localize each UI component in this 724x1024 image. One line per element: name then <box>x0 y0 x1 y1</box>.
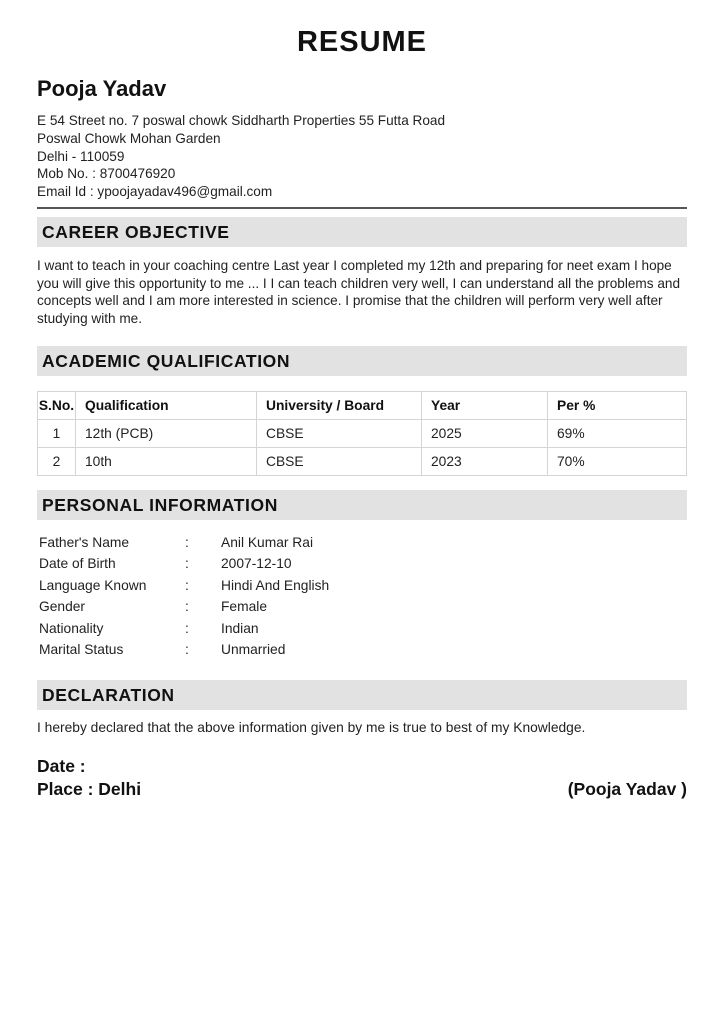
career-objective-text: I want to teach in your coaching centre Last year I completed my 12th and preparing for neet exam I hope you will give this opportunity to me ... I I can teach children very well, I can understand all the problems and concepts well and I am more interested in science. I promise that the children will perform very well after studying with me. <box>37 257 681 327</box>
cell-percentage: 70% <box>548 447 687 475</box>
list-item <box>37 575 687 597</box>
date-label: Date : <box>37 755 86 776</box>
personal-info-list <box>37 532 687 661</box>
info-value-nationality: Indian <box>221 620 259 636</box>
list-item <box>37 596 687 618</box>
cell-percentage: 69% <box>548 419 687 447</box>
info-label-gender: Gender <box>39 599 86 615</box>
section-heading-career-objective: CAREER OBJECTIVE <box>37 217 687 247</box>
info-value-marital-status: Unmarried <box>221 642 286 658</box>
address-line-3: Delhi - 110059 <box>37 148 125 164</box>
candidate-name: Pooja Yadav <box>37 76 167 101</box>
header-divider <box>37 207 687 209</box>
email-address: Email Id : ypoojayadav496@gmail.com <box>37 184 273 200</box>
info-label-marital-status: Marital Status <box>39 642 124 658</box>
signature-block <box>37 755 687 801</box>
info-label-fathers-name: Father's Name <box>39 534 130 550</box>
academic-table <box>37 391 687 476</box>
address-line-1: E 54 Street no. 7 poswal chowk Siddharth Properties 55 Futta Road <box>37 113 446 128</box>
info-colon: : <box>185 642 189 658</box>
info-colon: : <box>185 599 189 615</box>
cell-qualification: 12th (PCB) <box>76 419 257 447</box>
info-value-date-of-birth: 2007-12-10 <box>221 556 292 572</box>
signature-name: (Pooja Yadav ) <box>567 778 687 799</box>
cell-year: 2025 <box>422 419 548 447</box>
list-item <box>37 618 687 640</box>
info-value-language-known: Hindi And English <box>221 577 330 593</box>
cell-university-board: CBSE <box>257 419 422 447</box>
section-heading-academic-qualification: ACADEMIC QUALIFICATION <box>37 346 687 376</box>
info-colon: : <box>185 534 189 550</box>
column-header-university-board: University / Board <box>257 391 422 419</box>
list-item <box>37 553 687 575</box>
academic-table-header-row <box>38 391 687 419</box>
column-header-percentage: Per % <box>548 391 687 419</box>
column-header-year: Year <box>422 391 548 419</box>
section-heading-personal-information: PERSONAL INFORMATION <box>37 490 687 520</box>
info-colon: : <box>185 620 189 636</box>
document-title: RESUME <box>296 26 428 58</box>
info-value-fathers-name: Anil Kumar Rai <box>221 534 314 550</box>
column-header-sno: S.No. <box>38 391 76 419</box>
contact-block <box>37 112 687 201</box>
cell-qualification: 10th <box>76 447 257 475</box>
cell-year: 2023 <box>422 447 548 475</box>
cell-university-board: CBSE <box>257 447 422 475</box>
list-item <box>37 639 687 661</box>
table-row <box>38 447 687 475</box>
cell-sno: 2 <box>38 447 76 475</box>
mobile-number: Mob No. : 8700476920 <box>37 166 176 182</box>
cell-sno: 1 <box>38 419 76 447</box>
column-header-qualification: Qualification <box>76 391 257 419</box>
info-label-nationality: Nationality <box>39 620 104 636</box>
list-item <box>37 532 687 554</box>
info-value-gender: Female <box>221 599 268 615</box>
place-label: Place : Delhi <box>37 778 142 799</box>
section-heading-declaration: DECLARATION <box>37 680 687 710</box>
address-line-2: Poswal Chowk Mohan Garden <box>37 130 221 146</box>
info-label-date-of-birth: Date of Birth <box>39 556 116 572</box>
info-label-language-known: Language Known <box>39 577 147 593</box>
info-colon: : <box>185 577 189 593</box>
table-row <box>38 419 687 447</box>
declaration-text: I hereby declared that the above information given by me is true to best of my Knowledge. <box>37 719 586 735</box>
info-colon: : <box>185 556 189 572</box>
